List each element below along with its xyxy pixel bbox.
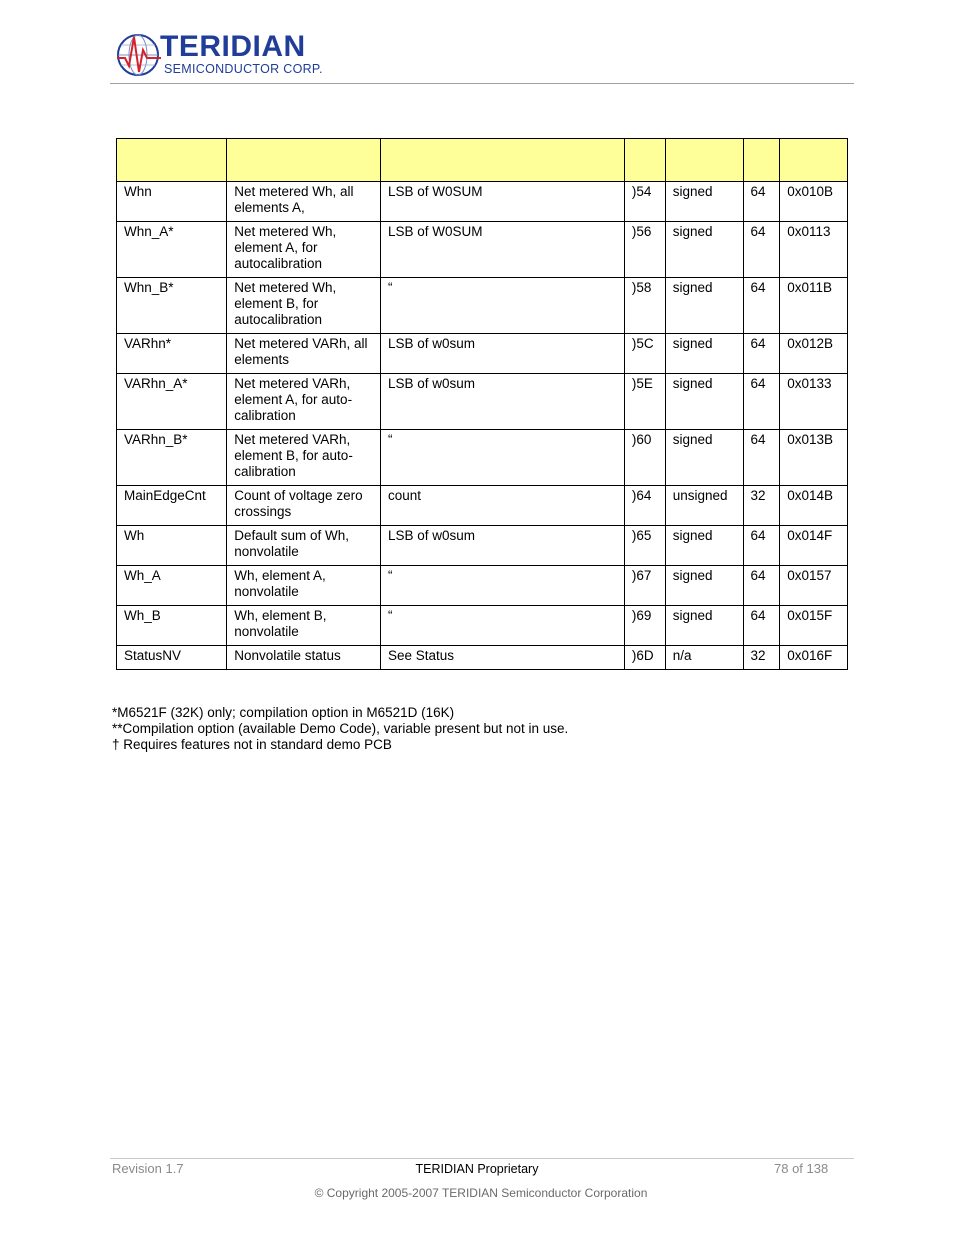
location-cell: 0x0157 (780, 566, 848, 606)
header-cell (624, 139, 665, 182)
footnote: *M6521F (32K) only; compilation option in M6521D (16K) (112, 705, 455, 720)
description-cell: Nonvolatile status (227, 646, 381, 670)
table-row (117, 486, 848, 526)
bits-cell: 32 (743, 486, 780, 526)
table-row (117, 222, 848, 278)
type-cell: signed (665, 430, 743, 486)
table-row (117, 334, 848, 374)
footer-divider (110, 1158, 854, 1159)
bits-cell: 64 (743, 222, 780, 278)
header-cell (117, 139, 227, 182)
address-cell: )6D (624, 646, 665, 670)
header-cell (665, 139, 743, 182)
register-table (116, 138, 848, 670)
bits-cell: 64 (743, 526, 780, 566)
type-cell: signed (665, 606, 743, 646)
location-cell: 0x011B (780, 278, 848, 334)
variable-name-cell: Whn (117, 182, 227, 222)
bits-cell: 64 (743, 430, 780, 486)
units-cell: “ (380, 606, 624, 646)
header-divider (110, 83, 854, 84)
bits-cell: 64 (743, 566, 780, 606)
page-number: 78 of 138 (774, 1161, 829, 1176)
variable-name-cell: Whn_A* (117, 222, 227, 278)
location-cell: 0x014F (780, 526, 848, 566)
table-row (117, 430, 848, 486)
footnotes (112, 705, 568, 753)
table-row (117, 566, 848, 606)
address-cell: )65 (624, 526, 665, 566)
address-cell: )54 (624, 182, 665, 222)
variable-name-cell: StatusNV (117, 646, 227, 670)
units-cell: LSB of w0sum (380, 334, 624, 374)
units-cell: LSB of W0SUM (380, 182, 624, 222)
description-cell: Wh, element A, nonvolatile (227, 566, 381, 606)
table-header-row (117, 139, 848, 182)
description-cell: Net metered VARh, element B, for auto-calibration (227, 430, 381, 486)
address-cell: )58 (624, 278, 665, 334)
header-cell (227, 139, 381, 182)
units-cell: LSB of w0sum (380, 374, 624, 430)
units-cell: LSB of W0SUM (380, 222, 624, 278)
variable-name-cell: VARhn_B* (117, 430, 227, 486)
location-cell: 0x014B (780, 486, 848, 526)
description-cell: Wh, element B, nonvolatile (227, 606, 381, 646)
header-cell (380, 139, 624, 182)
type-cell: unsigned (665, 486, 743, 526)
description-cell: Net metered Wh, all elements A, (227, 182, 381, 222)
table-body (117, 182, 848, 670)
type-cell: signed (665, 222, 743, 278)
address-cell: )69 (624, 606, 665, 646)
variable-name-cell: Wh (117, 526, 227, 566)
type-cell: signed (665, 374, 743, 430)
footnote: **Compilation option (available Demo Code), variable present but not in use. (112, 721, 569, 736)
variable-name-cell: VARhn_A* (117, 374, 227, 430)
location-cell: 0x0133 (780, 374, 848, 430)
logo-subtitle: SEMICONDUCTOR CORP. (164, 62, 323, 76)
variable-name-cell: VARhn* (117, 334, 227, 374)
location-cell: 0x016F (780, 646, 848, 670)
table-row (117, 646, 848, 670)
type-cell: signed (665, 182, 743, 222)
units-cell: “ (380, 430, 624, 486)
units-cell: “ (380, 566, 624, 606)
address-cell: )67 (624, 566, 665, 606)
units-cell: See Status (380, 646, 624, 670)
description-cell: Net metered Wh, element B, for autocalibration (227, 278, 381, 334)
units-cell: “ (380, 278, 624, 334)
location-cell: 0x010B (780, 182, 848, 222)
bits-cell: 64 (743, 374, 780, 430)
bits-cell: 64 (743, 606, 780, 646)
header-cell (743, 139, 780, 182)
description-cell: Default sum of Wh, nonvolatile (227, 526, 381, 566)
table-row (117, 182, 848, 222)
bits-cell: 64 (743, 278, 780, 334)
bits-cell: 32 (743, 646, 780, 670)
address-cell: )64 (624, 486, 665, 526)
revision-label: Revision 1.7 (112, 1161, 184, 1176)
logo-wordmark: TERIDIAN (160, 30, 306, 63)
variable-name-cell: Wh_B (117, 606, 227, 646)
table-row (117, 374, 848, 430)
location-cell: 0x012B (780, 334, 848, 374)
description-cell: Net metered VARh, all elements (227, 334, 381, 374)
address-cell: )5E (624, 374, 665, 430)
globe-logo-icon (116, 32, 162, 78)
description-cell: Net metered VARh, element A, for auto-calibration (227, 374, 381, 430)
address-cell: )60 (624, 430, 665, 486)
variable-name-cell: Wh_A (117, 566, 227, 606)
location-cell: 0x015F (780, 606, 848, 646)
type-cell: signed (665, 566, 743, 606)
copyright-text: © Copyright 2005-2007 TERIDIAN Semiconductor Corporation (314, 1186, 648, 1200)
address-cell: )56 (624, 222, 665, 278)
address-cell: )5C (624, 334, 665, 374)
type-cell: signed (665, 526, 743, 566)
location-cell: 0x013B (780, 430, 848, 486)
units-cell: LSB of w0sum (380, 526, 624, 566)
bits-cell: 64 (743, 334, 780, 374)
table-row (117, 526, 848, 566)
bits-cell: 64 (743, 182, 780, 222)
header-cell (780, 139, 848, 182)
proprietary-label: TERIDIAN Proprietary (415, 1162, 539, 1176)
type-cell: n/a (665, 646, 743, 670)
table-row (117, 278, 848, 334)
location-cell: 0x0113 (780, 222, 848, 278)
description-cell: Count of voltage zero crossings (227, 486, 381, 526)
type-cell: signed (665, 278, 743, 334)
type-cell: signed (665, 334, 743, 374)
description-cell: Net metered Wh, element A, for autocalibration (227, 222, 381, 278)
variable-name-cell: Whn_B* (117, 278, 227, 334)
table-row (117, 606, 848, 646)
footnote: † Requires features not in standard demo PCB (112, 737, 392, 752)
company-logo (116, 31, 326, 79)
units-cell: count (380, 486, 624, 526)
variable-name-cell: MainEdgeCnt (117, 486, 227, 526)
